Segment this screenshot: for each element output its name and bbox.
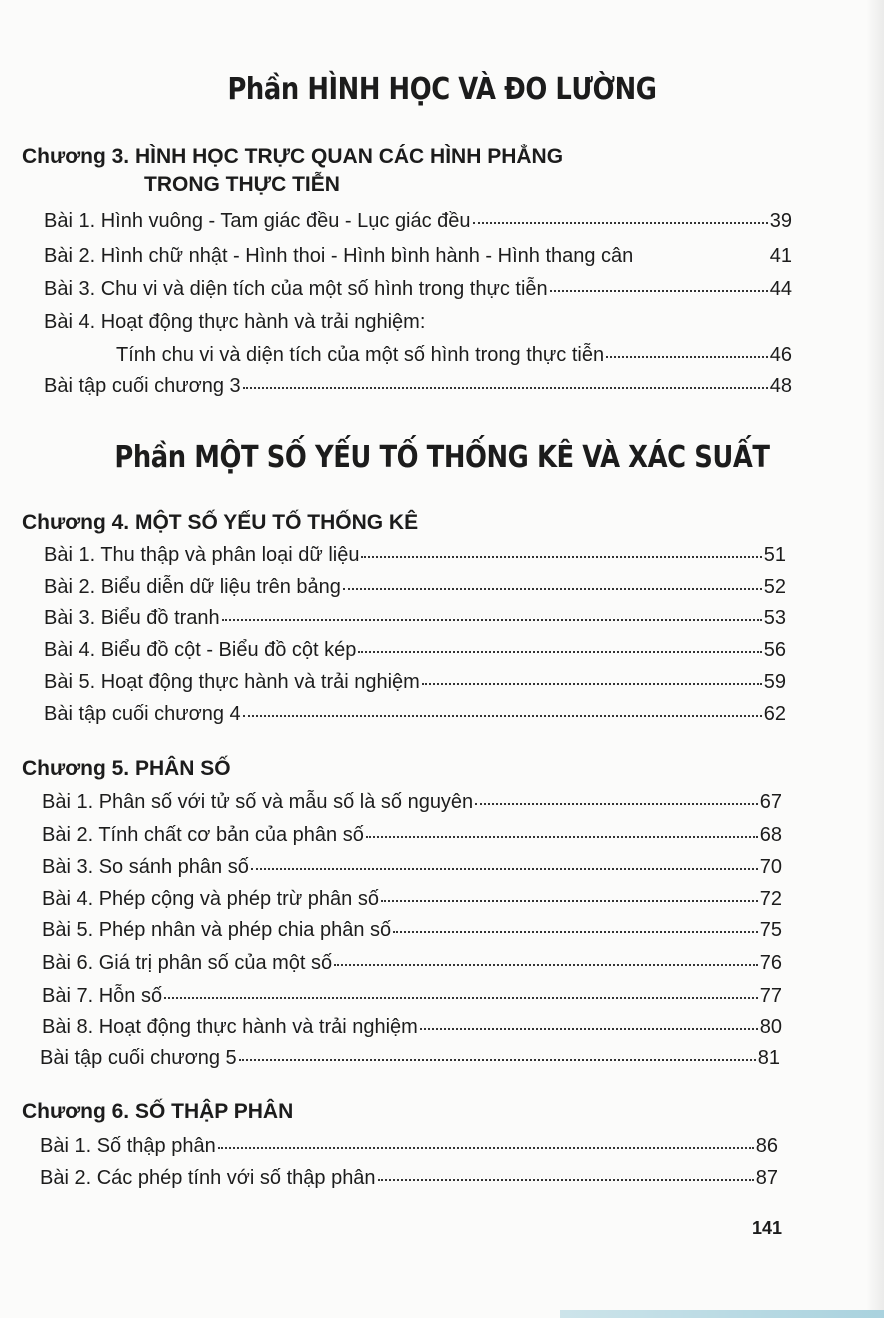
- toc-entry[interactable]: [40, 1165, 778, 1191]
- toc-entry[interactable]: [42, 1014, 782, 1040]
- toc-entry-label: Bài 3. So sánh phân số: [42, 856, 249, 878]
- toc-entry-label: Bài 5. Hoạt động thực hành và trải nghiệm: [44, 671, 420, 693]
- leader-dots: [358, 651, 761, 653]
- toc-entry-page: 76: [759, 952, 782, 974]
- toc-entry-page: 39: [769, 210, 792, 232]
- toc-entry-label: Bài 2. Các phép tính với số thập phân: [40, 1167, 376, 1189]
- leader-dots: [393, 931, 758, 933]
- part-title-geometry: Phần HÌNH HỌC VÀ ĐO LƯỜNG: [227, 72, 657, 107]
- page-number: 141: [752, 1218, 783, 1238]
- part-title-statistics: Phần MỘT SỐ YẾU TỐ THỐNG KÊ VÀ XÁC SUẤT: [114, 440, 770, 475]
- toc-entry-label: Bài 3. Chu vi và diện tích của một số hình trong thực tiễn: [44, 278, 548, 300]
- toc-entry[interactable]: [42, 983, 782, 1009]
- toc-entry-page: 51: [763, 544, 786, 566]
- toc-entry-page: 62: [763, 703, 786, 725]
- leader-dots: [343, 588, 762, 590]
- toc-entry[interactable]: [116, 342, 792, 368]
- toc-entry[interactable]: [44, 243, 792, 269]
- toc-entry[interactable]: [42, 822, 782, 848]
- toc-entry-page: 53: [763, 607, 786, 629]
- toc-entry-page: 41: [769, 245, 792, 267]
- toc-entry[interactable]: [40, 1045, 780, 1071]
- leader-dots: [222, 619, 762, 621]
- toc-entry-label: Bài 1. Số thập phân: [40, 1135, 216, 1157]
- leader-dots: [422, 683, 762, 685]
- leader-dots: [361, 556, 761, 558]
- toc-entry-page: 86: [755, 1135, 778, 1157]
- leader-dots: [243, 387, 768, 389]
- toc-entry[interactable]: [42, 950, 782, 976]
- toc-entry-page: 77: [759, 985, 782, 1007]
- toc-entry-label: Bài 1. Hình vuông - Tam giác đều - Lục giác đều: [44, 210, 471, 232]
- toc-entry-page: 52: [763, 576, 786, 598]
- toc-entry-page: 72: [759, 888, 782, 910]
- toc-entry-label: Bài 4. Biểu đồ cột - Biểu đồ cột kép: [44, 639, 357, 661]
- toc-entry[interactable]: [42, 917, 782, 943]
- toc-entry[interactable]: [44, 637, 786, 663]
- leader-dots: [218, 1147, 754, 1149]
- toc-entry[interactable]: [44, 605, 786, 631]
- toc-entry-page: 59: [763, 671, 786, 693]
- toc-entry-page: 48: [769, 375, 792, 397]
- toc-entry-label: Bài 3. Biểu đồ tranh: [44, 607, 220, 629]
- toc-entry[interactable]: [44, 574, 786, 600]
- toc-entry[interactable]: [44, 669, 786, 695]
- toc-entry[interactable]: [44, 701, 786, 727]
- toc-entry-label: Bài 4. Phép cộng và phép trừ phân số: [42, 888, 379, 910]
- leader-dots: [475, 803, 758, 805]
- toc-entry[interactable]: [44, 208, 792, 234]
- page-edge-shadow: [866, 0, 884, 1318]
- toc-entry[interactable]: [42, 886, 782, 912]
- toc-entry-label: Bài 2. Tính chất cơ bản của phân số: [42, 824, 364, 846]
- toc-entry-page: 56: [763, 639, 786, 661]
- toc-entry-label: Bài 1. Phân số với tử số và mẫu số là số nguyên: [42, 791, 474, 813]
- toc-entry-label: Bài 8. Hoạt động thực hành và trải nghiệm: [42, 1016, 418, 1038]
- leader-dots: [378, 1179, 754, 1181]
- toc-entry-label: Bài 5. Phép nhân và phép chia phân số: [42, 919, 392, 941]
- toc-entry-page: 80: [759, 1016, 782, 1038]
- leader-dots: [550, 290, 768, 292]
- toc-entry-page: 44: [769, 278, 792, 300]
- toc-entry-label: Bài 6. Giá trị phân số của một số: [42, 952, 333, 974]
- toc-entry-label: Bài tập cuối chương 4: [44, 703, 241, 725]
- chapter-6-heading: Chương 6. SỐ THẬP PHÂN: [22, 1100, 294, 1123]
- chapter-5-heading: Chương 5. PHÂN SỐ: [22, 757, 231, 780]
- leader-dots: [420, 1028, 758, 1030]
- toc-entry-label[interactable]: Bài 4. Hoạt động thực hành và trải nghiệm:: [44, 311, 426, 333]
- toc-entry[interactable]: [44, 276, 792, 302]
- toc-entry-page: 81: [757, 1047, 780, 1069]
- toc-entry-label: Bài 1. Thu thập và phân loại dữ liệu: [44, 544, 360, 566]
- toc-entry-label: Bài 7. Hỗn số: [42, 985, 163, 1007]
- chapter-3-title-line1: Chương 3. HÌNH HỌC TRỰC QUAN CÁC HÌNH PHẲNG: [22, 145, 564, 168]
- leader-dots: [334, 964, 758, 966]
- toc-entry-label: Bài tập cuối chương 3: [44, 375, 241, 397]
- toc-entry-page: 70: [759, 856, 782, 878]
- toc-entry[interactable]: [42, 854, 782, 880]
- toc-entry-page: 87: [755, 1167, 778, 1189]
- toc-entry[interactable]: [44, 373, 792, 399]
- chapter-3-title-line2: TRONG THỰC TIỄN: [144, 173, 340, 196]
- toc-entry-page: 46: [769, 344, 792, 366]
- leader-dots: [606, 356, 768, 358]
- leader-dots: [164, 997, 758, 999]
- toc-entry-label: Bài tập cuối chương 5: [40, 1047, 237, 1069]
- toc-entry-page: 68: [759, 824, 782, 846]
- chapter-3-heading: [22, 145, 563, 197]
- toc-entry-page: 67: [759, 791, 782, 813]
- toc-entry-label: Tính chu vi và diện tích của một số hình trong thực tiễn: [116, 344, 605, 366]
- toc-entry[interactable]: [42, 789, 782, 815]
- leader-dots: [473, 222, 768, 224]
- leader-dots: [251, 868, 758, 870]
- leader-dots: [381, 900, 758, 902]
- chapter-4-heading: Chương 4. MỘT SỐ YẾU TỐ THỐNG KÊ: [22, 511, 419, 534]
- toc-entry-label: Bài 2. Biểu diễn dữ liệu trên bảng: [44, 576, 341, 598]
- toc-entry-page: 75: [759, 919, 782, 941]
- toc-entry-label: Bài 2. Hình chữ nhật - Hình thoi - Hình bình hành - Hình thang cân: [44, 245, 634, 267]
- cover-edge-strip: [560, 1310, 884, 1318]
- toc-entry[interactable]: [40, 1133, 778, 1159]
- leader-dots: [366, 836, 758, 838]
- leader-dots: [239, 1059, 756, 1061]
- toc-entry[interactable]: [44, 542, 786, 568]
- leader-dots: [243, 715, 762, 717]
